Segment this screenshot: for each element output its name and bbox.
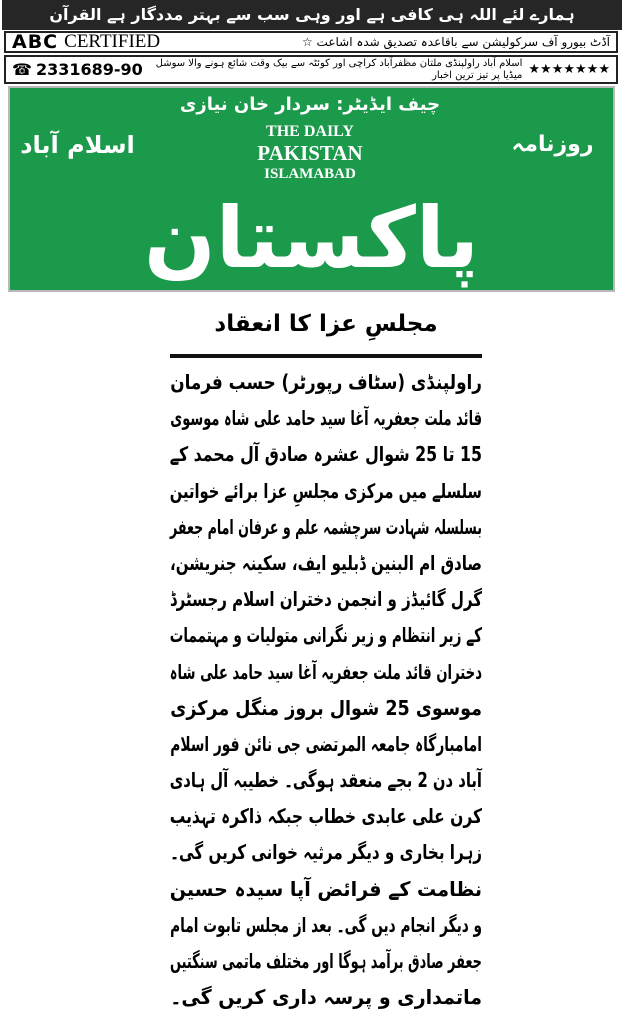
cities-info xyxy=(151,58,610,82)
article-line: امامبارگاہ جامعہ المرتضی جی نائن فور اسلام xyxy=(170,731,482,756)
article-line: آباد دن 2 بجے منعقد ہوگی۔ خطیبہ آل ہادی xyxy=(169,768,482,793)
article-line: گرل گائیڈز و انجمن دختران اسلام رجسٹرڈ xyxy=(169,587,482,612)
headline-divider xyxy=(170,354,482,358)
article-line: جعفر صادق برآمد ہوگا اور مختلف ماتمی سنگتیں xyxy=(169,949,482,973)
article-line: کے زیر انتظام و زیر نگرانی متولیات و مہتممات xyxy=(169,623,482,648)
quran-verse-text: ہمارے لئے اللہ ہی کافی ہے اور وہی سب سے بہتر مددگار ہے القرآن xyxy=(49,5,575,24)
quran-verse-banner xyxy=(2,0,622,30)
chief-editor: چیف ایڈیٹر: سردار خان نیازی xyxy=(179,94,441,115)
article-line: 15 تا 25 شوال عشرہ صادق آل محمد کے xyxy=(169,442,482,467)
article-line: موسوی 25 شوال بروز منگل مرکزی xyxy=(170,695,482,720)
masthead-city: اسلام آباد xyxy=(20,131,135,159)
masthead-english-line3: ISLAMABAD xyxy=(264,166,356,182)
masthead-logo xyxy=(30,188,593,288)
masthead-english-line2: PAKISTAN xyxy=(257,141,363,165)
masthead-logo-urdu: پاکستان xyxy=(144,189,479,287)
article-line: قائد ملت جعفریہ آغا سید حامد علی شاہ موسوی xyxy=(170,406,482,431)
article-line: سلسلے میں مرکزی مجلسِ عزا برائے خواتین xyxy=(169,478,482,503)
article-line: بسلسلہ شہادت سرچشمہ علم و عرفان امام جعفر xyxy=(170,514,483,539)
article-line: و دیگر انجام دیں گی۔ بعد از مجلس تابوت امام xyxy=(170,912,482,937)
abc-certified-label: CERTIFIED xyxy=(64,31,161,52)
article-line: ماتمداری و پرسہ داری کریں گی۔ xyxy=(170,985,482,1010)
phone-info xyxy=(12,61,143,79)
phone-icon: ☎ xyxy=(12,59,32,79)
newspaper-masthead xyxy=(8,86,615,292)
contact-row xyxy=(4,55,618,84)
article-line: دختران قائد ملت جعفریہ آغا سید حامد علی شاہ xyxy=(169,659,482,684)
article-line: صادق ام البنین ڈبلیو ایف، سکینہ جنریشن، xyxy=(169,550,482,575)
stars-icon: ★★★★★★★ xyxy=(528,61,610,77)
phone-number: 2331689-90 xyxy=(35,59,143,79)
abc-urdu-text: آڈٹ بیورو آف سرکولیشن سے باقاعدہ تصدیق شدہ اشاعت ☆ xyxy=(301,35,610,49)
article-body xyxy=(170,364,482,1015)
masthead-english-line1: THE DAILY xyxy=(266,123,354,140)
abc-mark: ABC xyxy=(12,31,59,53)
news-article xyxy=(170,300,482,1015)
article-line: راولپنڈی (سٹاف رپورٹر) حسب فرمان xyxy=(170,370,482,394)
masthead-daily: روزنامہ xyxy=(511,132,594,157)
article-headline: مجلسِ عزا کا انعقاد xyxy=(214,311,438,337)
article-line: نظامت کے فرائض آپا سیدہ حسین xyxy=(169,876,483,901)
cities-text: اسلام آباد راولپنڈی ملتان مظفرآباد کراچی اور کوئٹہ سے بیک وقت شائع ہونے والا سوشل میڈیا پر تیز ترین اخبار xyxy=(155,57,523,81)
article-line: کرن علی عابدی خطاب جبکہ ذاکرہ تہذیب xyxy=(169,804,482,829)
masthead-english xyxy=(230,122,390,186)
abc-logo xyxy=(12,33,160,51)
abc-certified-row xyxy=(4,31,618,53)
article-line: زہرا بخاری و دیگر مرثیہ خوانی کریں گی۔ xyxy=(170,840,482,865)
